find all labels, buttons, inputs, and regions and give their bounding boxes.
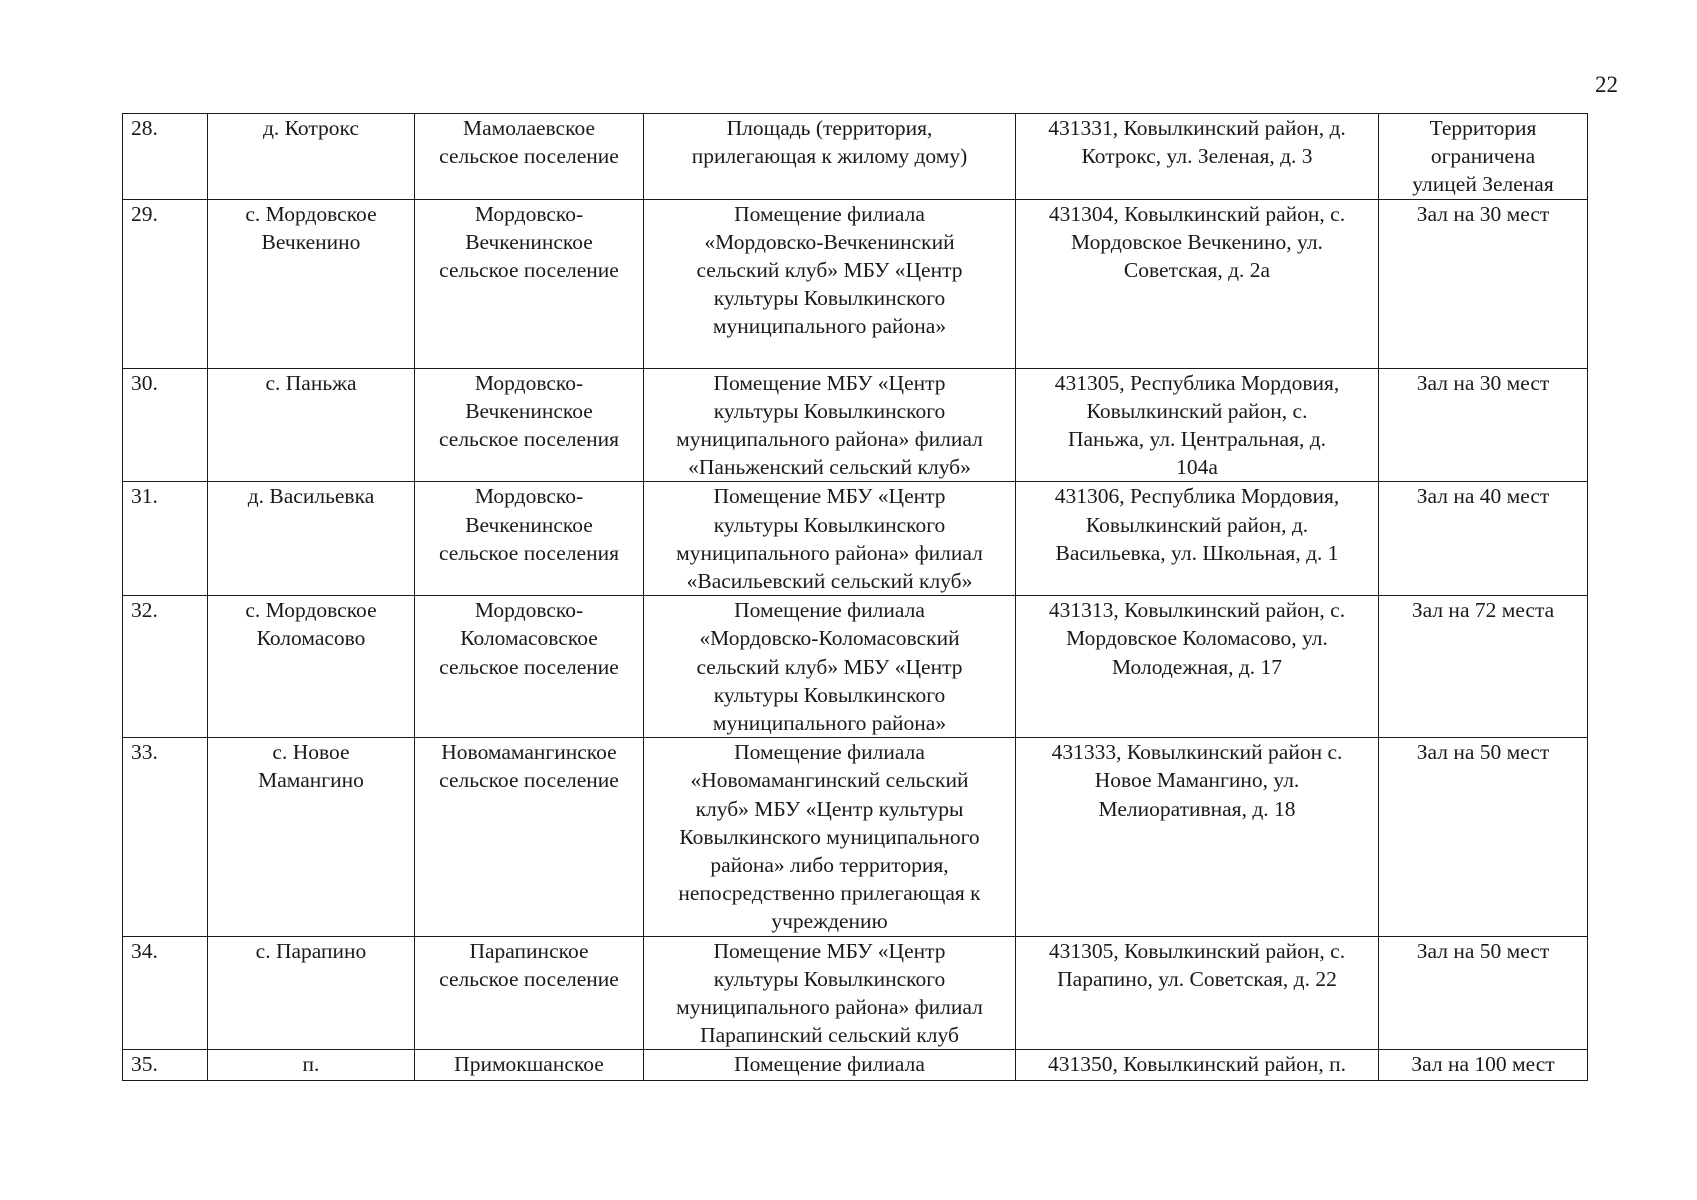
- cell-municipality: [415, 368, 644, 482]
- cell-number: 30.: [123, 368, 208, 482]
- cell-text-line: сельское поселения: [438, 540, 620, 565]
- cell-text-line: 431306, Республика Мордовия,: [1054, 484, 1340, 509]
- cell-capacity: [1379, 936, 1588, 1050]
- cell-address: [1016, 1050, 1379, 1081]
- cell-text-line: Советская, д. 2а: [1123, 258, 1271, 283]
- cell-text-line: Коломасово: [256, 626, 366, 651]
- cell-text-line: 431305, Республика Мордовия,: [1054, 370, 1340, 395]
- cell-text-line: Парапинское: [469, 938, 589, 963]
- cell-settlement: [208, 199, 415, 368]
- cell-text-line: улицей Зеленая: [1412, 172, 1554, 197]
- cell-settlement: [208, 1050, 415, 1081]
- cell-text-line: Ковылкинский район, с.: [1086, 398, 1308, 423]
- cell-text-line: Помещение МБУ «Центр: [713, 938, 946, 963]
- cell-text-line: Котрокс, ул. Зеленая, д. 3: [1081, 144, 1313, 169]
- cell-settlement: [208, 368, 415, 482]
- cell-municipality: [415, 738, 644, 936]
- cell-text-line: 431313, Ковылкинский район, с.: [1048, 598, 1346, 623]
- cell-settlement: [208, 738, 415, 936]
- cell-text-line: Зал на 30 мест: [1416, 370, 1550, 395]
- cell-text-line: Площадь (территория,: [726, 116, 933, 140]
- cell-text-line: сельский клуб» МБУ «Центр: [696, 258, 963, 283]
- cell-premises: [644, 738, 1016, 936]
- cell-text-line: Зал на 100 мест: [1411, 1052, 1555, 1077]
- cell-text-line: Ковылкинский район, д.: [1085, 512, 1309, 537]
- table-row: [123, 936, 1588, 1050]
- cell-text-line: «Новомамангинский сельский: [690, 768, 969, 793]
- cell-text-line: ограничена: [1430, 144, 1536, 169]
- cell-text-line: Новое Мамангино, ул.: [1094, 768, 1300, 793]
- cell-text-line: 431305, Ковылкинский район, с.: [1048, 938, 1346, 963]
- cell-text-line: Примокшанское: [454, 1052, 604, 1077]
- cell-text-line: 431331, Ковылкинский район, д.: [1048, 116, 1346, 140]
- cell-text-line: сельское поселение: [439, 966, 619, 991]
- cell-municipality: [415, 114, 644, 200]
- cell-address: [1016, 368, 1379, 482]
- cell-settlement: [208, 114, 415, 200]
- cell-capacity: [1379, 482, 1588, 596]
- table-row: [123, 1050, 1588, 1081]
- cell-text-line: культуры Ковылкинского: [713, 966, 946, 991]
- cell-text-line: Вечкенино: [261, 229, 361, 254]
- table-row: [123, 368, 1588, 482]
- cell-capacity: [1379, 199, 1588, 368]
- cell-text-line: 431304, Ковылкинский район, с.: [1048, 201, 1346, 226]
- cell-number: 33.: [123, 738, 208, 936]
- cell-text-line: 431333, Ковылкинский район с.: [1051, 740, 1343, 765]
- cell-text-line: Вечкенинское: [465, 512, 593, 537]
- cell-capacity: [1379, 368, 1588, 482]
- cell-text-line: Зал на 40 мест: [1416, 484, 1550, 509]
- cell-text-line: д. Котрокс: [262, 116, 360, 140]
- cell-text-line: Мордовско-: [474, 598, 584, 623]
- cell-text-line: Мордовско-: [474, 201, 584, 226]
- cell-text-line: 104а: [1176, 455, 1218, 480]
- cell-address: [1016, 482, 1379, 596]
- cell-premises: [644, 936, 1016, 1050]
- cell-address: [1016, 199, 1379, 368]
- cell-text-line: культуры Ковылкинского: [713, 286, 946, 311]
- cell-text-line: Мамангино: [258, 768, 364, 793]
- cell-premises: [644, 199, 1016, 368]
- cell-text-line: учреждению: [771, 909, 888, 934]
- cell-text-line: Территория: [1429, 116, 1537, 140]
- cell-text-line: культуры Ковылкинского: [713, 398, 946, 423]
- polling-premises-table: [122, 113, 1588, 1081]
- cell-text-line: сельское поселение: [439, 258, 619, 283]
- cell-text-line: Помещение МБУ «Центр: [713, 370, 946, 395]
- cell-capacity: [1379, 596, 1588, 738]
- cell-text-line: Помещение филиала: [734, 740, 925, 765]
- cell-text-line: муниципального района» филиал: [676, 540, 983, 565]
- cell-text-line: сельское поселение: [439, 768, 619, 793]
- cell-number: 34.: [123, 936, 208, 1050]
- cell-text-line: Зал на 50 мест: [1416, 740, 1550, 765]
- cell-text-line: «Васильевский сельский клуб»: [686, 569, 973, 594]
- table-row: [123, 199, 1588, 368]
- cell-text-line: непосредственно прилегающая к: [678, 881, 981, 906]
- cell-settlement: [208, 596, 415, 738]
- cell-text-line: сельское поселение: [439, 144, 619, 169]
- cell-text-line: Мордовское Коломасово, ул.: [1066, 626, 1328, 651]
- cell-text-line: п.: [302, 1052, 320, 1077]
- cell-text-line: Зал на 50 мест: [1416, 938, 1550, 963]
- cell-text-line: Мелиоративная, д. 18: [1098, 796, 1296, 821]
- cell-text-line: Молодежная, д. 17: [1111, 654, 1283, 679]
- cell-text-line: с. Мордовское: [245, 598, 377, 623]
- cell-premises: [644, 596, 1016, 738]
- cell-address: [1016, 738, 1379, 936]
- cell-text-line: муниципального района»: [712, 711, 947, 736]
- cell-text-line: муниципального района» филиал: [676, 427, 983, 452]
- cell-text-line: сельский клуб» МБУ «Центр: [696, 654, 963, 679]
- cell-number: 35.: [123, 1050, 208, 1081]
- cell-text-line: Зал на 30 мест: [1416, 201, 1550, 226]
- cell-municipality: [415, 199, 644, 368]
- table-row: [123, 738, 1588, 936]
- cell-text-line: сельское поселение: [439, 654, 619, 679]
- cell-text-line: культуры Ковылкинского: [713, 512, 946, 537]
- cell-text-line: Новомамангинское: [441, 740, 617, 765]
- cell-text-line: Вечкенинское: [465, 398, 593, 423]
- cell-municipality: [415, 1050, 644, 1081]
- cell-settlement: [208, 936, 415, 1050]
- cell-number: 32.: [123, 596, 208, 738]
- cell-text-line: сельское поселения: [438, 427, 620, 452]
- cell-premises: [644, 114, 1016, 200]
- cell-text-line: «Паньженский сельский клуб»: [688, 455, 971, 480]
- cell-text-line: с. Парапино: [255, 938, 367, 963]
- cell-text-line: Мамолаевское: [462, 116, 596, 140]
- cell-address: [1016, 936, 1379, 1050]
- cell-text-line: района» либо территория,: [710, 853, 949, 878]
- cell-text-line: Васильевка, ул. Школьная, д. 1: [1055, 540, 1339, 565]
- cell-text-line: Помещение филиала: [734, 1052, 925, 1077]
- cell-text-line: Ковылкинского муниципального: [679, 824, 980, 849]
- cell-text-line: Мордовско-: [474, 370, 584, 395]
- cell-municipality: [415, 596, 644, 738]
- cell-capacity: [1379, 114, 1588, 200]
- cell-text-line: Вечкенинское: [465, 229, 593, 254]
- cell-address: [1016, 114, 1379, 200]
- cell-text-line: культуры Ковылкинского: [713, 682, 946, 707]
- table-row: [123, 482, 1588, 596]
- page-number: 22: [1595, 72, 1618, 97]
- cell-municipality: [415, 936, 644, 1050]
- cell-text-line: д. Васильевка: [247, 484, 375, 509]
- cell-text-line: муниципального района» филиал: [676, 995, 983, 1020]
- cell-number: 28.: [123, 114, 208, 200]
- cell-text-line: «Мордовско-Вечкенинский: [704, 229, 955, 254]
- cell-text-line: клуб» МБУ «Центр культуры: [695, 796, 964, 821]
- cell-text-line: с. Мордовское: [245, 201, 377, 226]
- cell-address: [1016, 596, 1379, 738]
- cell-text-line: муниципального района»: [712, 314, 947, 339]
- table-row: [123, 114, 1588, 200]
- cell-text-line: Коломасовское: [460, 626, 598, 651]
- cell-premises: [644, 482, 1016, 596]
- cell-text-line: Помещение филиала: [734, 201, 925, 226]
- cell-text-line: с. Паньжа: [265, 370, 357, 395]
- cell-number: 29.: [123, 199, 208, 368]
- cell-settlement: [208, 482, 415, 596]
- cell-text-line: Мордовское Вечкенино, ул.: [1071, 229, 1323, 254]
- cell-premises: [644, 1050, 1016, 1081]
- cell-text-line: Мордовско-: [474, 484, 584, 509]
- cell-text-line: Парапинский сельский клуб: [700, 1023, 959, 1048]
- cell-text-line: Помещение филиала: [734, 598, 925, 623]
- cell-text-line: «Мордовско-Коломасовский: [699, 626, 960, 651]
- cell-text-line: Зал на 72 места: [1411, 598, 1555, 623]
- cell-text-line: Парапино, ул. Советская, д. 22: [1057, 966, 1337, 991]
- cell-text-line: с. Новое: [272, 740, 350, 765]
- cell-text-line: 431350, Ковылкинский район, п.: [1047, 1052, 1347, 1077]
- cell-text-line: Помещение МБУ «Центр: [713, 484, 946, 509]
- cell-municipality: [415, 482, 644, 596]
- table-row: [123, 596, 1588, 738]
- table-body: [123, 114, 1588, 1081]
- cell-capacity: [1379, 738, 1588, 936]
- cell-text-line: прилегающая к жилому дому): [691, 144, 968, 169]
- cell-capacity: [1379, 1050, 1588, 1081]
- cell-premises: [644, 368, 1016, 482]
- cell-text-line: Паньжа, ул. Центральная, д.: [1067, 427, 1327, 452]
- cell-number: 31.: [123, 482, 208, 596]
